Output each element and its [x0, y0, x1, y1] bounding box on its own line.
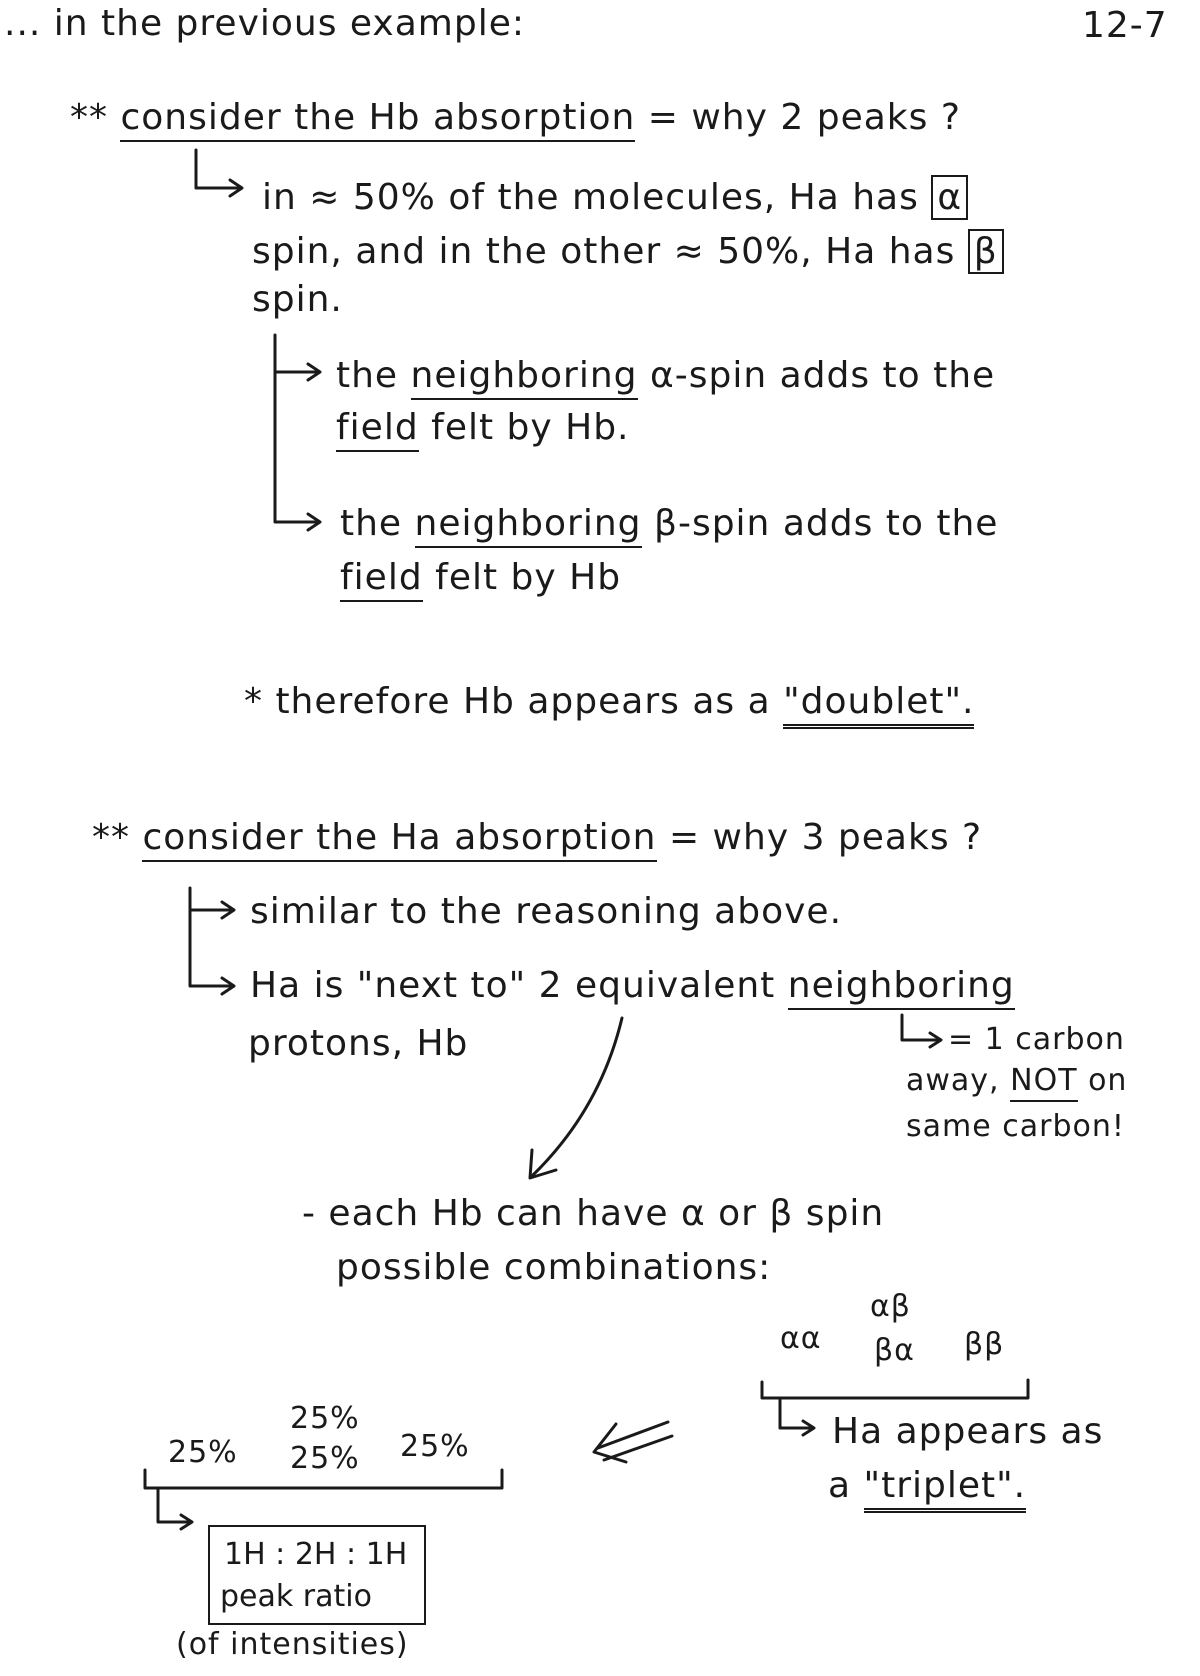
note-not: NOT [1010, 1063, 1077, 1102]
intro-text: ... in the previous example: [4, 3, 525, 44]
beta-neighboring: neighboring [415, 503, 642, 548]
next-to-pre: Ha is "next to" 2 equivalent [250, 965, 776, 1006]
alpha-box: α [931, 175, 968, 220]
note-on: on [1088, 1063, 1128, 1098]
doublet-term: "doublet". [783, 681, 974, 729]
peak-ratio-box [208, 1525, 426, 1625]
possible-combinations: possible combinations: [336, 1247, 772, 1288]
section-a-heading [92, 817, 983, 858]
ratio-line1: 1H : 2H : 1H [224, 1537, 408, 1572]
combo-ab: αβ [870, 1289, 911, 1324]
beta-spin-line [340, 503, 999, 544]
section-a-title: consider the Ha absorption [142, 817, 656, 862]
conclusion-pre: * therefore Hb appears as a [244, 681, 771, 722]
pct-left: 25% [168, 1435, 238, 1470]
branch-spins [275, 335, 318, 522]
note-line2 [906, 1063, 1128, 1098]
pct-right: 25% [400, 1429, 470, 1464]
beta-field-line [340, 557, 622, 598]
similar-reasoning: similar to the reasoning above. [250, 891, 843, 932]
hb-explanation-line3: spin. [252, 279, 343, 320]
pct-mid-bottom: 25% [290, 1441, 360, 1476]
combo-aa: αα [780, 1321, 822, 1356]
doublet-conclusion [244, 681, 975, 722]
triplet-a: a [828, 1465, 852, 1506]
hb-line2-text: spin, and in the other ≈ 50%, Ha has [252, 231, 956, 272]
alpha-felt: felt by Hb. [431, 407, 630, 448]
triplet-line1: Ha appears as [832, 1411, 1104, 1452]
section-b-marker: ** [70, 97, 108, 138]
section-b-title: consider the Hb absorption [120, 97, 635, 142]
combo-ba: βα [874, 1333, 915, 1368]
alpha-field-line [336, 407, 630, 448]
bracket-combinations [762, 1380, 1028, 1398]
intensities-note: (of intensities) [176, 1627, 409, 1662]
beta-box: β [968, 229, 1004, 274]
triplet-term: "triplet". [864, 1465, 1027, 1513]
alpha-field: field [336, 407, 419, 452]
beta-post: β-spin adds to the [653, 503, 999, 544]
hb-line1-text: in ≈ 50% of the molecules, Ha has [262, 177, 919, 218]
note-away: away, [906, 1063, 1000, 1098]
section-a-marker: ** [92, 817, 130, 858]
next-to-line [250, 965, 1015, 1006]
next-to-neighboring: neighboring [788, 965, 1015, 1010]
protons-line: protons, Hb [248, 1023, 469, 1064]
page-number: 12-7 [1082, 5, 1168, 46]
combo-bb: ββ [964, 1327, 1005, 1362]
section-b-heading [70, 97, 961, 138]
note-line1: = 1 carbon [948, 1022, 1125, 1057]
hb-explanation-line1 [262, 177, 968, 218]
alpha-neighboring: neighboring [411, 355, 638, 400]
triplet-line2 [828, 1465, 1027, 1506]
ratio-line2: peak ratio [220, 1579, 372, 1614]
alpha-spin-line [336, 355, 996, 396]
beta-felt: felt by Hb [435, 557, 622, 598]
hb-explanation-line2 [252, 231, 1004, 272]
note-line3: same carbon! [906, 1109, 1125, 1144]
section-b-question: = why 2 peaks ? [647, 97, 961, 138]
beta-pre: the [340, 503, 403, 544]
beta-field: field [340, 557, 423, 602]
alpha-pre: the [336, 355, 399, 396]
alpha-post: α-spin adds to the [649, 355, 996, 396]
pct-mid-top: 25% [290, 1401, 360, 1436]
curved-arrow [532, 1018, 622, 1176]
each-hb-spin: - each Hb can have α or β spin [302, 1193, 885, 1234]
section-a-question: = why 3 peaks ? [668, 817, 983, 858]
